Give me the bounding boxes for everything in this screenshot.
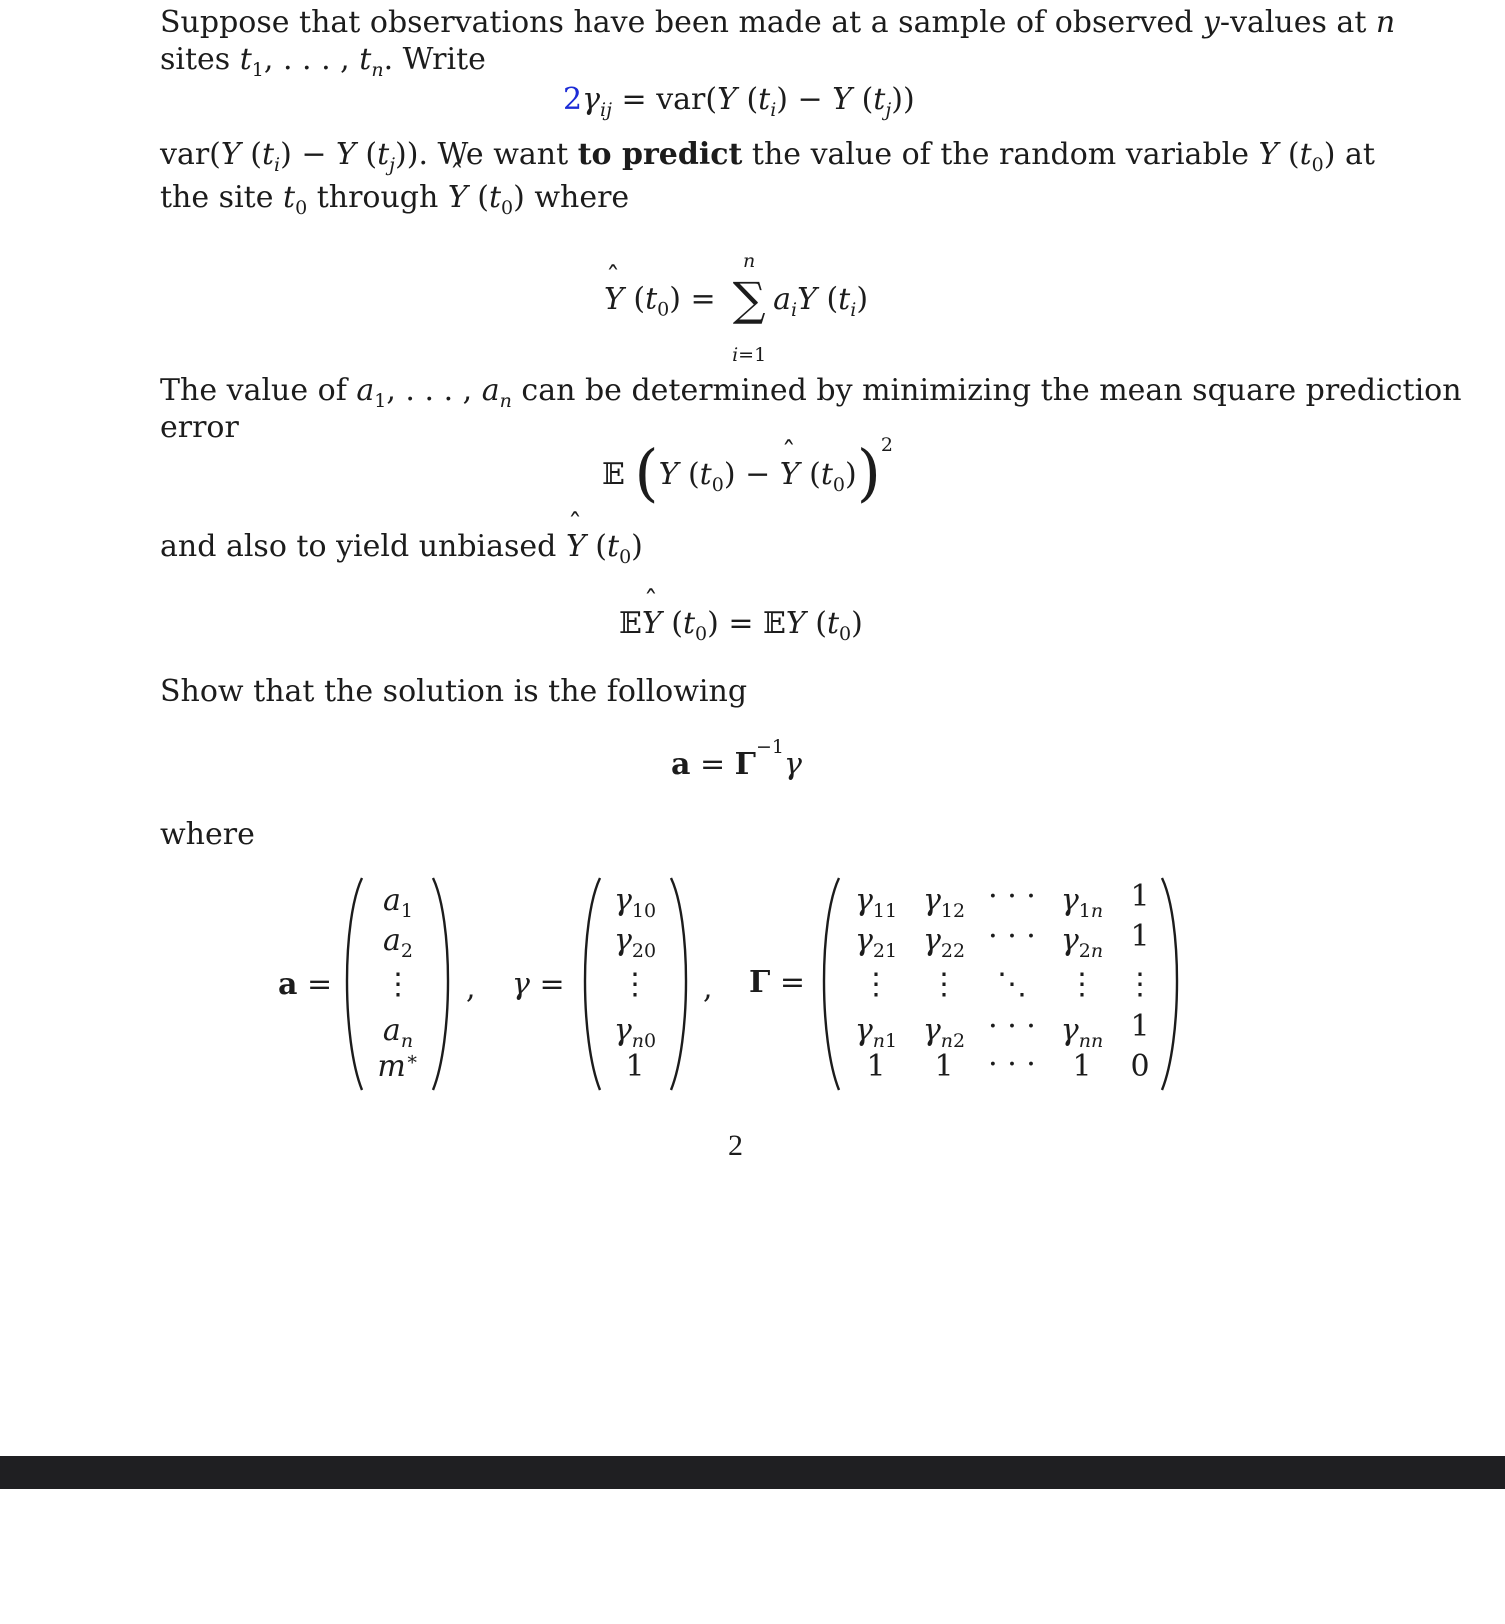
matrix-cell: ⋮ (1067, 967, 1097, 1002)
equation-mspe: 𝔼 (Y $(t_0)$ − ˆ Y $(t_0))^2$ (602, 456, 893, 494)
matrix-cell: 1 (1130, 879, 1150, 914)
vector-gamma-entry: $\gamma_{n0}$ (613, 1013, 657, 1052)
matrix-cell: ⋮ (1125, 967, 1155, 1002)
matrix-cell: $\gamma_{n1}$ (854, 1013, 898, 1052)
vector-gamma-entry: 1 (625, 1049, 645, 1084)
comma-2: , (703, 971, 713, 1006)
comma-1: , (466, 971, 476, 1006)
page-number: 2 (728, 1129, 743, 1162)
matrix-cell: 0 (1130, 1049, 1150, 1084)
paragraph-6: where (160, 817, 255, 852)
matrix-cell: $\gamma_{2n}$ (1060, 923, 1104, 962)
matrix-Gamma-label: Γ = (749, 965, 805, 1000)
equation-unbiased: 𝔼ˆ Y $(t_0)$ = 𝔼Y $(t_0)$ (619, 605, 863, 643)
vector-a-entry: m∗ (377, 1048, 419, 1084)
vector-gamma-right-paren (671, 878, 686, 1090)
matrix-cell: $\gamma_{12}$ (922, 883, 966, 922)
paragraph-4: and also to yield unbiased ˆ Y $(t_0)$ (160, 528, 643, 566)
paragraph-2-line-2: the site $t_0$ through ˆ Y $(t_0)$ where (160, 179, 629, 217)
matrix-cell: $\gamma_{1n}$ (1060, 883, 1104, 922)
matrix-cell: $\gamma_{21}$ (854, 923, 898, 962)
matrix-cell: · · · (988, 1047, 1036, 1082)
matrix-cell: ⋱ (997, 967, 1027, 1002)
matrix-cell: 1 (1130, 919, 1150, 954)
equation-solution: $a = \Gamma^{-1}\gamma$ (671, 736, 802, 782)
matrix-cell: ⋮ (861, 967, 891, 1002)
summation-symbol: n ∑ i=1 (732, 250, 767, 366)
matrix-cell: $\gamma_{11}$ (854, 883, 898, 922)
bottom-bar (0, 1456, 1505, 1489)
matrix-cell: · · · (988, 1009, 1036, 1044)
matrix-cell: 1 (866, 1049, 886, 1084)
matrix-cell: 1 (934, 1049, 954, 1084)
matrix-cell: $\gamma_{n2}$ (922, 1013, 966, 1052)
vector-gamma-left-paren (585, 878, 600, 1090)
matrix-cell: 1 (1130, 1009, 1150, 1044)
paragraph-5: Show that the solution is the following (160, 674, 748, 709)
matrix-cell: · · · (988, 919, 1036, 954)
vector-a-entry: $a_2$ (383, 923, 413, 962)
vector-gamma-entry: ⋮ (620, 967, 650, 1002)
matrix-Gamma-left-paren (824, 878, 839, 1090)
vector-a-label: a = (278, 967, 333, 1002)
matrix-cell: 1 (1072, 1049, 1092, 1084)
equation-predictor: ˆ Y $(t_0)$ = n ∑ i=1 $a_iY$ $(t_i)$ (604, 276, 868, 325)
paragraph-1-line-2: sites $t_1$, . . . , $t_n$. Write (160, 42, 486, 81)
matrix-cell: $\gamma_{22}$ (922, 923, 966, 962)
equation-variogram: $2\gamma_{ij} = var(Y$ $(t_i) - Y$ $(t_j)$) (563, 82, 915, 121)
paragraph-1-line-1: Suppose that observations have been made at a sample of observed y-values at n (160, 5, 1396, 40)
vector-gamma-label: γ = (512, 967, 565, 1002)
vector-a-entry: ⋮ (383, 967, 413, 1002)
vector-a-right-paren (433, 878, 448, 1090)
matrix-cell: · · · (988, 879, 1036, 914)
vector-a-left-paren (347, 878, 362, 1090)
vector-a-entry: $a_n$ (382, 1013, 414, 1052)
paragraph-3-line-2: error (160, 410, 239, 445)
matrix-cell: ⋮ (929, 967, 959, 1002)
vector-gamma-entry: $\gamma_{10}$ (613, 883, 657, 922)
matrix-cell: $\gamma_{nn}$ (1060, 1013, 1104, 1052)
vector-gamma-entry: $\gamma_{20}$ (613, 923, 657, 962)
paragraph-2-line-1: var(Y $(t_i) - Y$ $(t_j)$). We want to predict the value of the random variable Y $(t_0)$ at (160, 137, 1375, 176)
vector-a-entry: $a_1$ (383, 883, 413, 922)
paragraph-3-line-1: The value of $a_1$, . . . , $a_n$ can be determined by minimizing the mean square prediction (160, 373, 1462, 412)
